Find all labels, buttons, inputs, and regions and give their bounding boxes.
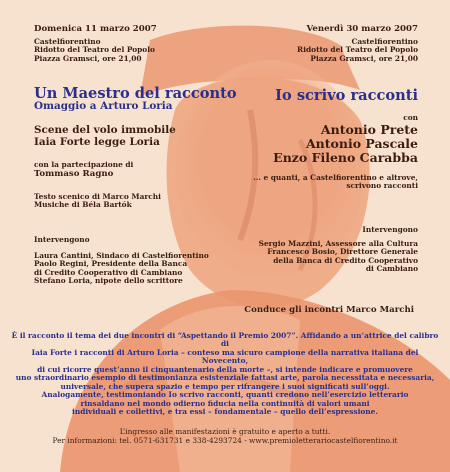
left-participation-label: con la partecipazione di (34, 160, 134, 169)
left-scene: Scene del volo immobile Iaia Forte legge Loria (34, 124, 176, 148)
left-speakers-label: Intervengono (34, 235, 90, 244)
host-line: Conduce gli incontri Marco Marchi (244, 305, 414, 315)
right-speakers: Sergio Mazzini, Assessore alla Cultura Francesco Bosio, Direttore Generale della Banca di Credito Cooperativo di Cambiano (258, 239, 418, 273)
right-speakers-label: Intervengono (362, 225, 418, 234)
footer-info: L’ingresso alle manifestazioni è gratuito e aperto a tutti. Per informazioni: tel. 0571-631731 e 338-4293724 - www.premioletterariocastelfiorentino.it (52, 427, 398, 445)
right-authors: Antonio Prete Antonio Pascale Enzo Fileno Carabba (273, 122, 418, 165)
left-participation-name: Tommaso Ragno (34, 169, 114, 179)
right-title: Io scrivo racconti (275, 87, 418, 104)
right-others: ... e quanti, a Castelfiorentino e altrove, scrivono racconti (253, 173, 418, 191)
left-subtitle: Omaggio a Arturo Loria (34, 100, 173, 112)
left-venue: Castelfiorentino Ridotto del Teatro del Popolo Piazza Gramsci, ore 21,00 (34, 37, 155, 63)
left-title: Un Maestro del racconto (34, 85, 237, 102)
left-speakers: Laura Cantini, Sindaco di Castelfiorentino Paolo Regini, Presidente della Banca di Credito Cooperativo di Cambiano Stefano Loria, nipote dello scrittore (34, 251, 209, 285)
left-credits: Testo scenico di Marco Marchi Musiche di Béla Bartók (34, 192, 161, 210)
right-venue: Castelfiorentino Ridotto del Teatro del Popolo Piazza Gramsci, ore 21,00 (297, 37, 418, 63)
right-date: Venerdì 30 marzo 2007 (306, 24, 418, 34)
description-paragraph: È il racconto il tema dei due incontri di “Aspettando il Premio 2007”. Affidando a un’attrice del calibro di Iaia Forte i racconti di Arturo Loria – conteso ma sicuro campione della narrativa italiana del Novecento, di cui ricorre quest’anno il cinquantenario della morte –, si intende indicare e promuovere uno straordinario esempio di testimonianza esistenziale fattasi arte, parola necessitata e necessaria, universale, che supera spazio e tempo per rifrangere i suoi significati sull’oggi. Analogamente, testimoniando Io scrivo racconti, quanti credono nell’esercizio letterario rinsaldano nel mondo odierno fiducia nella continuità di valori umani individuali e collettivi, e tra essi – fondamentale – quello dell’espressione. (11, 331, 439, 416)
left-date: Domenica 11 marzo 2007 (34, 24, 157, 34)
right-with-label: con (403, 113, 418, 122)
